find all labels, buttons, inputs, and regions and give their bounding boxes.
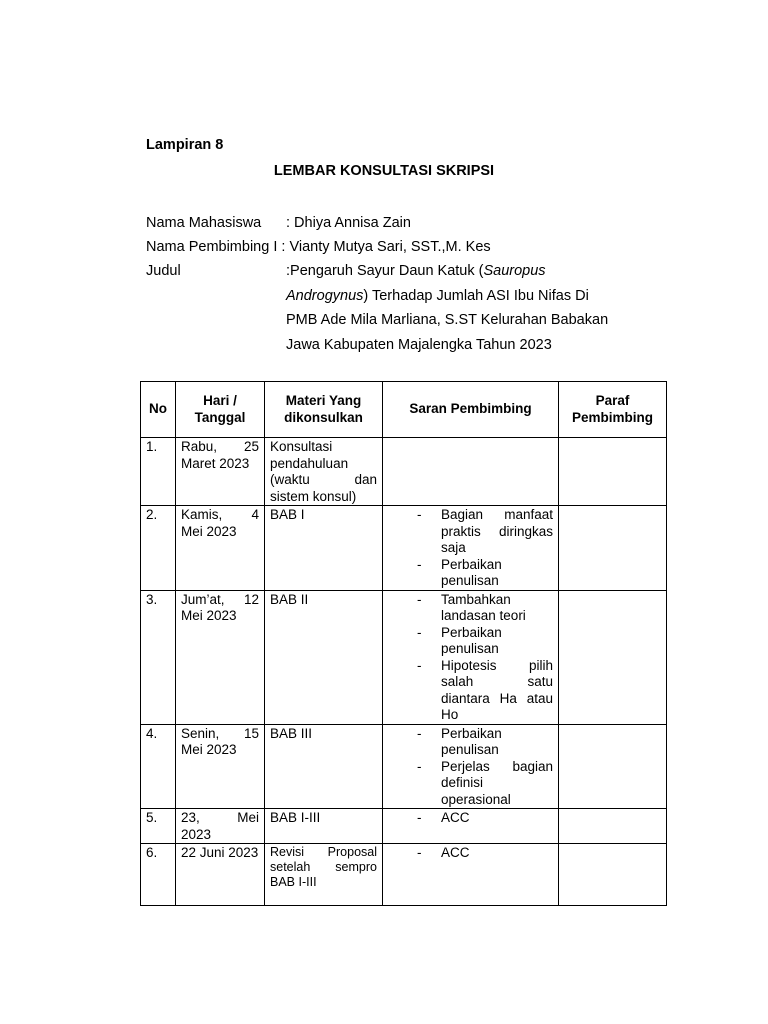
cell-tanggal: 22 Juni 2023 [176,844,265,906]
judul-value [286,259,646,357]
cell-paraf [559,844,667,906]
cell-tanggal: Senin, 15 Mei 2023 [176,724,265,809]
cell-no: 5. [141,809,176,844]
cell-no: 3. [141,590,176,724]
cell-saran [383,724,559,809]
cell-paraf [559,590,667,724]
cell-tanggal: Jum’at, 12 Mei 2023 [176,590,265,724]
nama-pembimbing-label: Nama Pembimbing I [146,239,278,255]
table-row [141,844,667,906]
saran-item: - ACC [413,845,553,862]
table-header-row [141,382,667,438]
cell-no: 2. [141,506,176,591]
judul-row [146,259,181,283]
konsultasi-table [140,381,667,906]
nama-pembimbing-row [146,235,491,259]
judul-italic-species: Androgynus [286,287,364,304]
nama-mahasiswa-row [146,211,411,235]
saran-item: - Perjelas bagian definisi operasional [413,759,553,809]
table-row [141,590,667,724]
header-paraf: Paraf Pembimbing [559,382,667,438]
cell-no: 6. [141,844,176,906]
cell-paraf [559,809,667,844]
cell-tanggal: Rabu, 25 Maret 2023 [176,438,265,506]
table-row [141,724,667,809]
cell-no: 1. [141,438,176,506]
header-saran: Saran Pembimbing [383,382,559,438]
judul-line4: Jawa Kabupaten Majalengka Tahun 2023 [286,336,552,353]
cell-paraf [559,438,667,506]
saran-item: - Perbaikan penulisan [413,557,553,590]
judul-prefix: :Pengaruh Sayur Daun Katuk ( [286,263,484,279]
judul-line2: ) Terhadap Jumlah ASI Ibu Nifas Di [363,287,589,304]
judul-italic-genus: Sauropus [483,263,546,279]
header-materi: Materi Yang dikonsulkan [265,382,383,438]
cell-materi: BAB I-III [265,809,383,844]
saran-item: - Bagian manfaat praktis diringkas saja [413,507,553,557]
table-row [141,438,667,506]
nama-pembimbing-value: : Vianty Mutya Sari, SST.,M. Kes [281,239,491,255]
cell-materi: Konsultasi pendahuluan (waktu dan sistem konsul) [265,438,383,506]
judul-line3: PMB Ade Mila Marliana, S.ST Kelurahan Babakan [286,312,609,328]
saran-item: - Tambahkan landasan teori [413,592,553,625]
cell-materi: BAB II [265,590,383,724]
header-no: No [141,382,176,438]
table-row [141,809,667,844]
document-title: LEMBAR KONSULTASI SKRIPSI [273,163,495,179]
header-tanggal: Hari / Tanggal [176,382,265,438]
cell-tanggal: Kamis, 4 Mei 2023 [176,506,265,591]
cell-materi: Revisi Proposal setelah sempro BAB I-III [265,844,383,906]
saran-item: - Perbaikan penulisan [413,625,553,658]
saran-item: - ACC [413,810,553,827]
cell-tanggal: 23, Mei 2023 [176,809,265,844]
cell-paraf [559,724,667,809]
cell-materi: BAB I [265,506,383,591]
nama-mahasiswa-value: : Dhiya Annisa Zain [286,215,411,231]
cell-materi: BAB III [265,724,383,809]
judul-label: Judul [146,263,181,279]
cell-paraf [559,506,667,591]
cell-saran [383,809,559,844]
cell-saran [383,590,559,724]
cell-saran [383,438,559,506]
lampiran-label: Lampiran 8 [146,137,224,153]
saran-item: - Perbaikan penulisan [413,726,553,759]
cell-saran [383,506,559,591]
saran-item: - Hipotesis pilih salah satu diantara Ha atau Ho [413,658,553,724]
table-row [141,506,667,591]
cell-saran [383,844,559,906]
nama-mahasiswa-label: Nama Mahasiswa [146,215,262,231]
cell-no: 4. [141,724,176,809]
